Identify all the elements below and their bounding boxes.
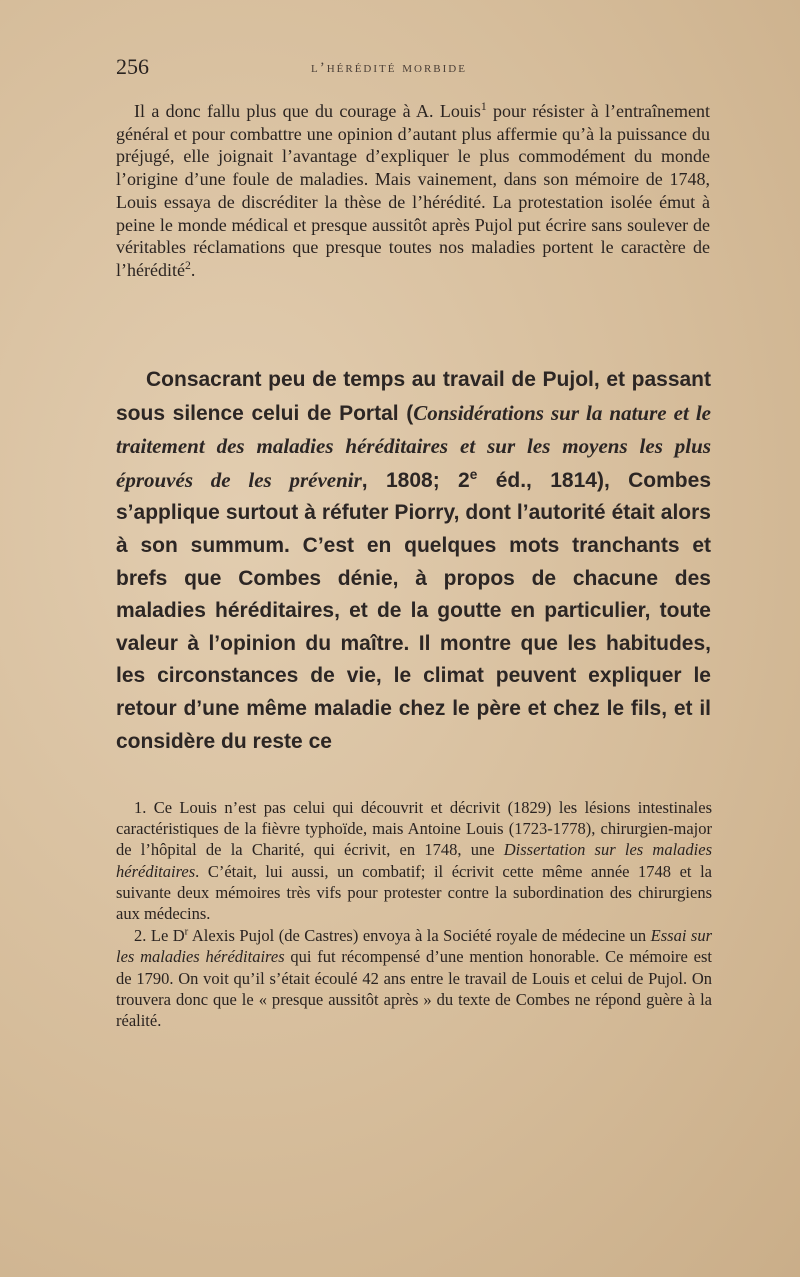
page-number: 256	[116, 54, 149, 79]
footnote-text: qui fut récompensé d’une mention honorable. Ce mémoire est de 1790. On voit qu’il s’était écoulé 42 ans entre le travail de Louis et celui de Pujol. On trouvera donc que le « presque aussitôt après » du texte de Combes ne répond guère à la réalité.	[116, 947, 712, 1031]
cited-title-portal: Considérations sur la nature et le traitement des maladies héréditaires et sur les moyens les plus éprouvés de les prévenir	[116, 400, 711, 492]
footnote-ref-2: 2	[184, 258, 191, 272]
body-paragraph-2	[116, 364, 711, 758]
paragraph-text: éd., 1814), Combes s’applique surtout à réfuter Piorry, dont l’autorité était alors à son summum. C’est en quelques mots tranchants et brefs que Combes dénie, à propos de chacune des maladies héréditaires, et de la goutte en particulier, toute valeur à l’opinion du maître. Il montre que les habitudes, les circonstances de vie, le climat peuvent expliquer le retour d’une même maladie chez le père et chez le fils, et il considère du reste ce	[116, 468, 711, 753]
cited-title-louis: Dissertation sur les maladies héréditaires	[116, 840, 713, 881]
footnote-text: Alexis Pujol (de Castres) envoya à la Société royale de médecine un	[188, 926, 651, 946]
running-title: l’hérédité morbide	[311, 60, 467, 76]
footnote-1	[116, 797, 712, 924]
body-paragraph-1	[116, 100, 710, 282]
paragraph-text: , 1808; 2	[361, 468, 470, 492]
paragraph-text: Il a donc fallu plus que du courage à A. Louis	[134, 101, 481, 121]
paragraph-text: .	[190, 259, 196, 280]
doctor-abbrev-superscript: r	[184, 925, 189, 938]
footnote-2	[116, 925, 712, 1031]
cited-title-pujol: Essai sur les maladies héréditaires	[116, 926, 712, 967]
edition-superscript: e	[469, 466, 478, 482]
footnotes	[116, 797, 712, 1031]
footnote-ref-1: 1	[480, 100, 487, 113]
paragraph-text: Consacrant peu de temps au travail de Pujol, et passant sous silence celui de Portal (	[116, 368, 711, 425]
paragraph-text: pour résister à l’entraînement général et pour combattre une opinion d’autant plus affermie qu’à la puissance du préjugé, elle joignait l’avantage d’expliquer le plus commodément du monde l’origine d’une foule de maladies. Mais vainement, dans son mémoire de 1748, Louis essaya de discréditer la thèse de l’hérédité. La protestation isolée émut à peine le monde médical et presque aussitôt après Pujol put écrire sans soulever de véritables réclamations que presque toutes nos maladies portent le caractère de l’hérédité	[116, 101, 710, 280]
footnote-text: . C’était, lui aussi, un combatif; il écrivit cette même année 1748 et la suivante deux mémoires très vifs pour protester contre la subordination des chirurgiens aux médecins.	[116, 861, 712, 924]
footnote-text: 2. Le D	[134, 926, 185, 946]
footnote-text: 1. Ce Louis n’est pas celui qui découvrit et décrivit (1829) les lésions intestinales caractéristiques de la fièvre typhoïde, mais Antoine Louis (1723-1778), chirurgien-major de l’hôpital de la Charité, qui écrivit, en 1748, une	[116, 798, 712, 860]
page-header	[116, 54, 716, 84]
